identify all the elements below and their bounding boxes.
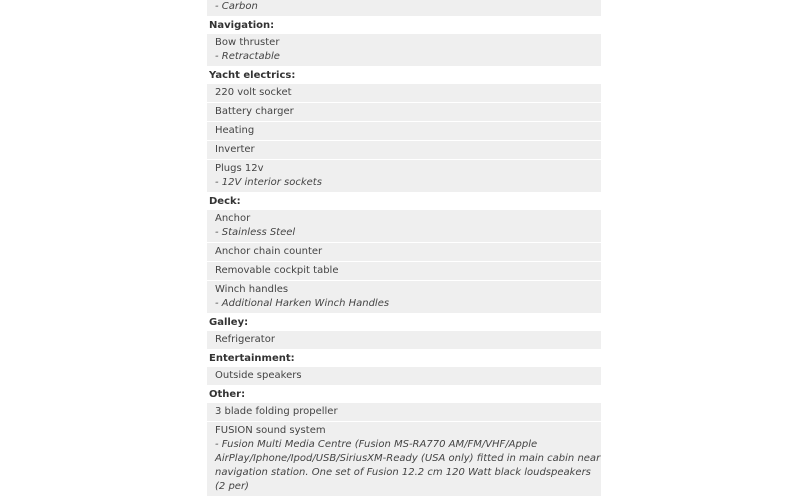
item-detail: - Retractable <box>215 51 280 62</box>
equipment-item <box>207 367 601 385</box>
section-heading: Other: <box>207 386 601 403</box>
section-heading: Navigation: <box>207 17 601 34</box>
item-label: Inverter <box>215 144 255 155</box>
item-label: Refrigerator <box>215 334 275 345</box>
equipment-item <box>207 243 601 261</box>
equipment-item <box>207 422 601 496</box>
item-label: Removable cockpit table <box>215 265 339 276</box>
item-detail: - Fusion Multi Media Centre (Fusion MS-RA770 AM/FM/VHF/Apple AirPlay/Iphone/Ipod/USB/SiriusXM-Ready (USA only) fitted in main cabin near navigation station. One set of Fusion 12.2 cm 120 Watt black loudspeakers (2 per) <box>215 439 601 492</box>
item-label: Heating <box>215 125 255 136</box>
item-detail: - Stainless Steel <box>215 227 296 238</box>
item-label: Outside speakers <box>215 370 302 381</box>
item-label: Bow thruster <box>215 37 280 48</box>
equipment-item <box>207 141 601 159</box>
equipment-item <box>207 331 601 349</box>
equipment-item <box>207 210 601 242</box>
item-label: Plugs 12v <box>215 163 264 174</box>
item-label: Winch handles <box>215 284 289 295</box>
item-detail: - 12V interior sockets <box>215 177 322 188</box>
equipment-item <box>207 262 601 280</box>
equipment-item <box>207 0 601 16</box>
item-label: Anchor <box>215 213 251 224</box>
equipment-item <box>207 84 601 102</box>
item-label: Anchor chain counter <box>215 246 323 257</box>
item-label: Battery charger <box>215 106 294 117</box>
section-heading: Deck: <box>207 193 601 210</box>
equipment-item <box>207 281 601 313</box>
item-label: 3 blade folding propeller <box>215 406 338 417</box>
item-label: FUSION sound system <box>215 425 326 436</box>
equipment-item <box>207 34 601 66</box>
section-heading: Galley: <box>207 314 601 331</box>
section-heading: Yacht electrics: <box>207 67 601 84</box>
equipment-item <box>207 103 601 121</box>
equipment-item <box>207 122 601 140</box>
equipment-list <box>207 0 601 497</box>
equipment-item <box>207 403 601 421</box>
item-detail: - Additional Harken Winch Handles <box>215 298 390 309</box>
section-heading: Entertainment: <box>207 350 601 367</box>
equipment-item <box>207 160 601 192</box>
item-detail: - Carbon <box>215 1 258 12</box>
item-label: 220 volt socket <box>215 87 292 98</box>
